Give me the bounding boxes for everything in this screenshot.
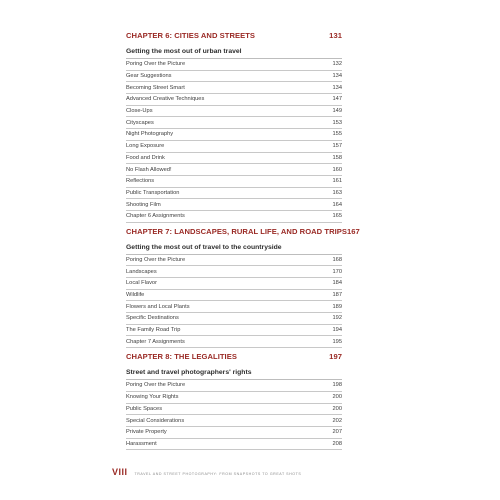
- toc-entry: [126, 129, 342, 141]
- entry-label: Night Photography: [126, 131, 174, 138]
- toc-entry: [126, 255, 342, 267]
- toc-entry: [126, 59, 342, 71]
- toc-entry: [126, 313, 342, 325]
- entry-page: 194: [332, 327, 342, 334]
- toc-entry: [126, 211, 342, 223]
- entry-label: Public Transportation: [126, 189, 180, 196]
- chapter-8: [126, 352, 342, 450]
- entry-label: Long Exposure: [126, 143, 165, 150]
- chapter-heading: [126, 352, 342, 367]
- toc-entry: [126, 141, 342, 153]
- entry-label: Landscapes: [126, 268, 157, 275]
- entry-page: 155: [332, 131, 342, 138]
- toc-entry: [126, 266, 342, 278]
- toc-entry: [126, 427, 342, 439]
- entry-page: 163: [332, 189, 342, 196]
- page-footer: [112, 467, 301, 477]
- page-folio: VIII: [112, 467, 128, 477]
- entry-label: Local Flavor: [126, 280, 157, 287]
- entry-page: 208: [332, 440, 342, 447]
- entry-label: Special Considerations: [126, 417, 185, 424]
- entry-page: 187: [332, 292, 342, 299]
- entry-label: Harassment: [126, 440, 157, 447]
- entry-page: 164: [332, 201, 342, 208]
- toc-entry: [126, 106, 342, 118]
- chapter-page-number: 167: [347, 226, 360, 236]
- entry-page: 147: [332, 96, 342, 103]
- entry-page: 195: [332, 338, 342, 345]
- toc-entry: [126, 415, 342, 427]
- toc-entry: [126, 153, 342, 165]
- toc-entry: [126, 71, 342, 83]
- entry-label: Public Spaces: [126, 405, 163, 412]
- entry-page: 134: [332, 73, 342, 80]
- entry-page: 170: [332, 268, 342, 275]
- toc-entry: [126, 188, 342, 200]
- toc-entry: [126, 164, 342, 176]
- toc-entry: [126, 94, 342, 106]
- entry-label: Private Property: [126, 429, 167, 436]
- chapter-title: CHAPTER 7: LANDSCAPES, RURAL LIFE, AND ROAD TRIPS: [126, 226, 347, 236]
- entry-page: 157: [332, 143, 342, 150]
- table-of-contents: [126, 31, 360, 450]
- entry-label: Chapter 6 Assignments: [126, 213, 185, 220]
- entry-label: Shooting Film: [126, 201, 161, 208]
- toc-entry: [126, 404, 342, 416]
- entry-label: Poring Over the Picture: [126, 61, 186, 68]
- entry-page: 134: [332, 84, 342, 91]
- toc-entry: [126, 301, 342, 313]
- entry-page: 189: [332, 303, 342, 310]
- entry-page: 132: [332, 61, 342, 68]
- entry-page: 207: [332, 429, 342, 436]
- chapter-7: [126, 226, 360, 349]
- toc-entry: [126, 82, 342, 94]
- entry-label: Cityscapes: [126, 119, 154, 126]
- entry-label: Close-Ups: [126, 108, 153, 115]
- entry-page: 168: [332, 256, 342, 263]
- chapter-title: CHAPTER 6: CITIES AND STREETS: [126, 31, 256, 40]
- entry-label: Knowing Your Rights: [126, 394, 179, 401]
- entry-page: 165: [332, 213, 342, 220]
- entry-page: 158: [332, 154, 342, 161]
- toc-entry: [126, 117, 342, 129]
- toc-entry: [126, 325, 342, 337]
- running-head: TRAVEL AND STREET PHOTOGRAPHY: FROM SNAPSHOTS TO GREAT SHOTS: [134, 472, 302, 476]
- entry-page: 184: [332, 280, 342, 287]
- entry-page: 198: [332, 382, 342, 389]
- toc-entry: [126, 392, 342, 404]
- chapter-title: CHAPTER 8: THE LEGALITIES: [126, 352, 237, 362]
- entry-label: Flowers and Local Plants: [126, 303, 190, 310]
- entry-label: Becoming Street Smart: [126, 84, 185, 91]
- chapter-heading: [126, 31, 342, 46]
- chapter-subtitle: Street and travel photographers' rights: [126, 367, 342, 380]
- entry-page: 200: [332, 405, 342, 412]
- entry-page: 161: [332, 178, 342, 185]
- entry-page: 153: [332, 119, 342, 126]
- entry-label: Wildlife: [126, 292, 145, 299]
- entry-page: 160: [332, 166, 342, 173]
- entry-label: Specific Destinations: [126, 315, 179, 322]
- toc-entry: [126, 176, 342, 188]
- entry-label: Food and Drink: [126, 154, 165, 161]
- chapter-page-number: 197: [329, 352, 342, 362]
- entry-page: 200: [332, 394, 342, 401]
- entry-label: Poring Over the Picture: [126, 256, 186, 263]
- entry-label: Poring Over the Picture: [126, 382, 186, 389]
- toc-entry: [126, 290, 342, 302]
- chapter-subtitle: Getting the most out of travel to the countryside: [126, 242, 342, 255]
- toc-entry: [126, 380, 342, 392]
- toc-entry: [126, 439, 342, 451]
- toc-entry: [126, 278, 342, 290]
- entry-page: 202: [332, 417, 342, 424]
- chapter-6: [126, 31, 342, 223]
- entry-label: No Flash Allowed!: [126, 166, 172, 173]
- entry-label: Advanced Creative Techniques: [126, 96, 205, 103]
- entry-label: The Family Road Trip: [126, 327, 181, 334]
- entry-label: Gear Suggestions: [126, 73, 172, 80]
- entry-page: 192: [332, 315, 342, 322]
- chapter-page-number: 131: [329, 31, 342, 40]
- entry-label: Reflections: [126, 178, 155, 185]
- toc-entry: [126, 199, 342, 211]
- chapter-heading: [126, 226, 360, 242]
- entry-page: 149: [332, 108, 342, 115]
- chapter-subtitle: Getting the most out of urban travel: [126, 46, 342, 59]
- entry-label: Chapter 7 Assignments: [126, 338, 185, 345]
- toc-entry: [126, 336, 342, 348]
